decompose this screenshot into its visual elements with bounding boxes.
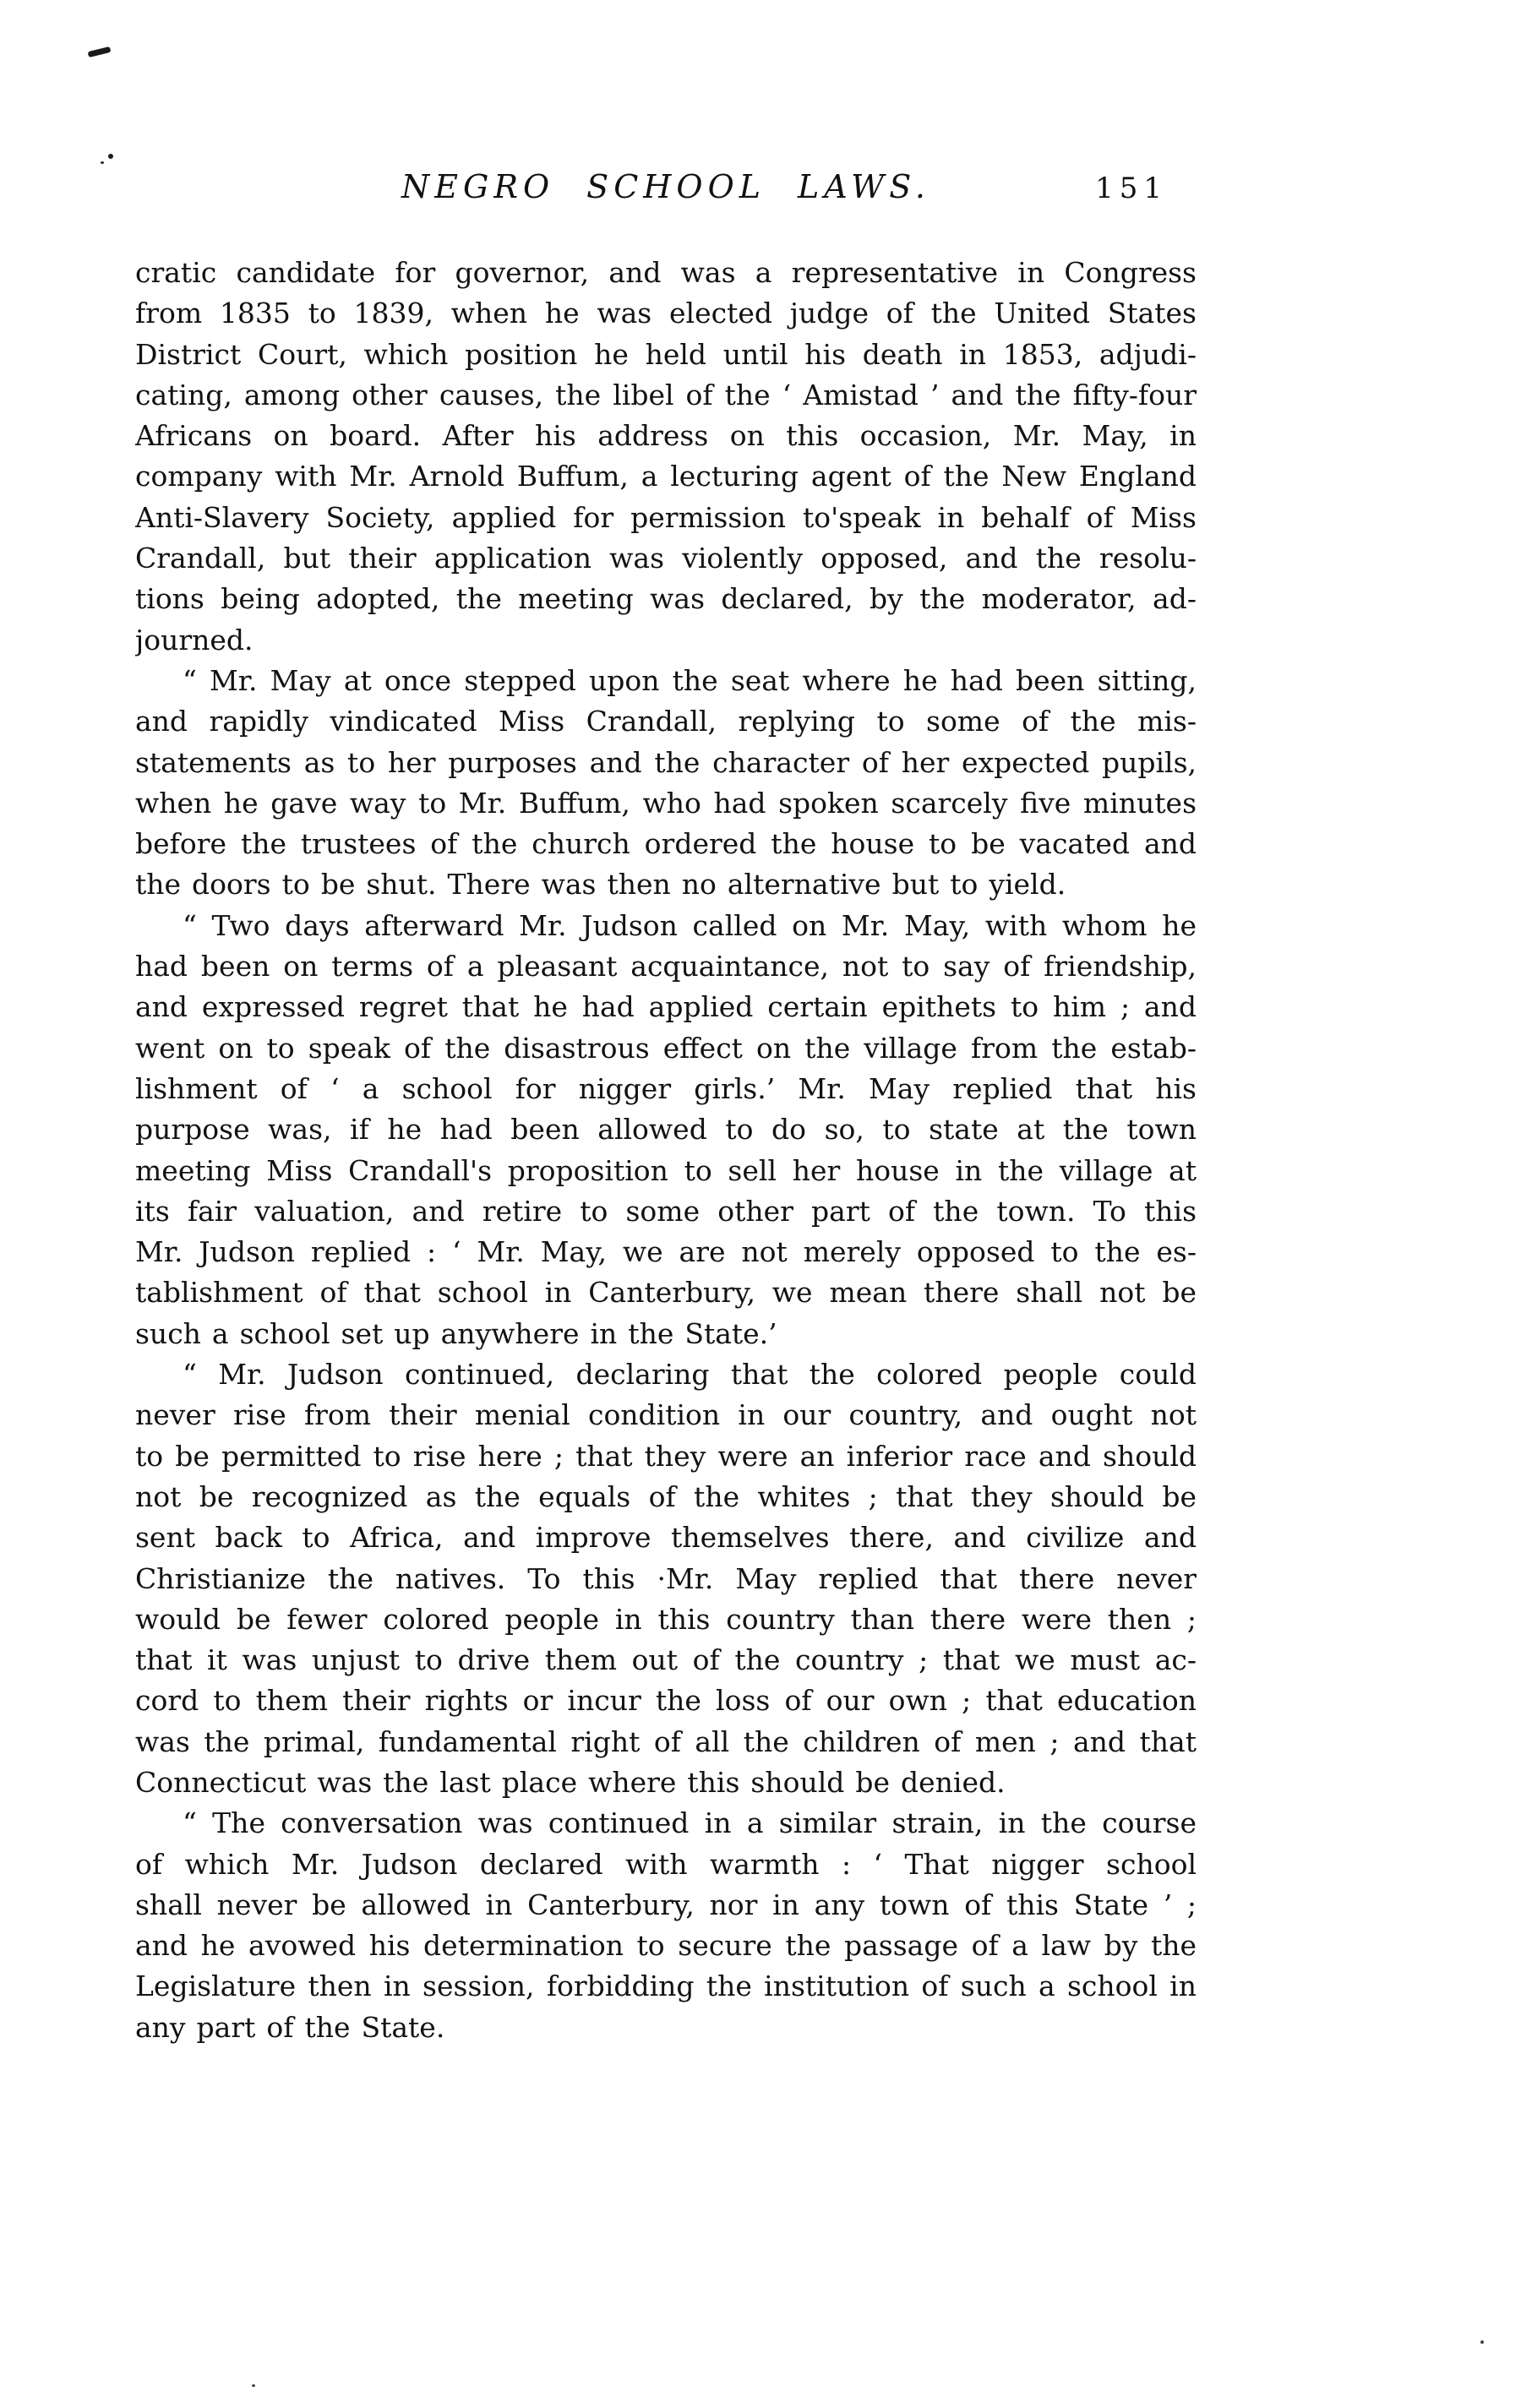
- text-line: cord to them their rights or incur the loss of our own ; that education: [135, 1684, 1197, 1718]
- text-line: Africans on board. After his address on this occasion, Mr. May, in: [135, 419, 1197, 453]
- text-line: and expressed regret that he had applied certain epithets to him ; and: [135, 990, 1197, 1024]
- text-line: when he gave way to Mr. Buffum, who had spoken scarcely five minutes: [135, 786, 1197, 820]
- text-line: before the trustees of the church ordered the house to be vacated and: [135, 827, 1197, 861]
- text-line: such a school set up anywhere in the State.’: [135, 1316, 777, 1350]
- text-line: cating, among other causes, the libel of the ‘ Amistad ’ and the fifty-four: [135, 378, 1197, 411]
- text-line: tions being adopted, the meeting was declared, by the moderator, ad-: [135, 582, 1197, 616]
- text-line: “ The conversation was continued in a similar strain, in the course: [183, 1806, 1197, 1840]
- ink-speck: [1480, 2340, 1484, 2344]
- text-line: that it was unjust to drive them out of the country ; that we must ac-: [135, 1643, 1197, 1677]
- text-line: “ Two days afterward Mr. Judson called on Mr. May, with whom he: [183, 908, 1197, 942]
- text-line: company with Mr. Arnold Buffum, a lecturing agent of the New England: [135, 460, 1197, 493]
- ink-speck: [101, 161, 104, 164]
- text-line: Anti-Slavery Society, applied for permission to'speak in behalf of Miss: [135, 500, 1197, 534]
- text-line: Christianize the natives. To this ·Mr. May replied that there never: [135, 1561, 1197, 1595]
- text-line: had been on terms of a pleasant acquaintance, not to say of friendship,: [135, 950, 1197, 983]
- ink-speck: [108, 154, 113, 159]
- text-line: not be recognized as the equals of the whites ; that they should be: [135, 1479, 1197, 1513]
- text-line: went on to speak of the disastrous effect on the village from the estab-: [135, 1031, 1197, 1065]
- text-line: meeting Miss Crandall's proposition to sell her house in the village at: [135, 1153, 1197, 1187]
- text-line: from 1835 to 1839, when he was elected judge of the United States: [135, 297, 1197, 330]
- text-line: any part of the State.: [135, 2010, 445, 2044]
- text-line: Legislature then in session, forbidding the institution of such a school in: [135, 1969, 1197, 2003]
- text-block: [135, 253, 1197, 2048]
- text-line: would be fewer colored people in this country than there were then ;: [135, 1602, 1197, 1636]
- text-line: “ Mr. May at once stepped upon the seat where he had been sitting,: [183, 663, 1197, 697]
- pen-mark: [88, 46, 112, 57]
- running-title: NEGRO SCHOOL LAWS.: [401, 168, 930, 205]
- text-line: “ Mr. Judson continued, declaring that the colored people could: [183, 1358, 1197, 1392]
- text-line: the doors to be shut. There was then no alternative but to yield.: [135, 868, 1066, 902]
- text-line: journed.: [135, 623, 254, 656]
- text-line: and he avowed his determination to secure the passage of a law by the: [135, 1929, 1197, 1963]
- text-line: its fair valuation, and retire to some other part of the town. To this: [135, 1194, 1197, 1228]
- page-header: [135, 167, 1197, 211]
- text-line: shall never be allowed in Canterbury, nor in any town of this State ’ ;: [135, 1888, 1197, 1921]
- text-line: to be permitted to rise here ; that they were an inferior race and should: [135, 1439, 1197, 1473]
- text-line: cratic candidate for governor, and was a representative in Congress: [135, 256, 1197, 289]
- text-line: Crandall, but their application was violently opposed, and the resolu-: [135, 542, 1197, 575]
- text-line: tablishment of that school in Canterbury, we mean there shall not be: [135, 1276, 1197, 1310]
- text-line: statements as to her purposes and the character of her expected pupils,: [135, 745, 1197, 779]
- text-line: never rise from their menial condition in our country, and ought not: [135, 1398, 1197, 1432]
- text-line: lishment of ‘ a school for nigger girls.’ Mr. May replied that his: [135, 1071, 1197, 1105]
- text-line: Connecticut was the last place where this should be denied.: [135, 1765, 1006, 1799]
- text-line: purpose was, if he had been allowed to do so, to state at the town: [135, 1113, 1197, 1147]
- text-line: Mr. Judson replied : ‘ Mr. May, we are not merely opposed to the es-: [135, 1235, 1197, 1269]
- text-line: District Court, which position he held until his death in 1853, adjudi-: [135, 337, 1197, 371]
- text-line: sent back to Africa, and improve themselves there, and civilize and: [135, 1521, 1197, 1555]
- text-line: of which Mr. Judson declared with warmth : ‘ That nigger school: [135, 1847, 1197, 1881]
- text-line: and rapidly vindicated Miss Crandall, replying to some of the mis-: [135, 705, 1197, 738]
- page-number: 151: [1095, 172, 1168, 205]
- text-line: was the primal, fundamental right of all the children of men ; and that: [135, 1724, 1197, 1758]
- ink-speck: [252, 2384, 255, 2387]
